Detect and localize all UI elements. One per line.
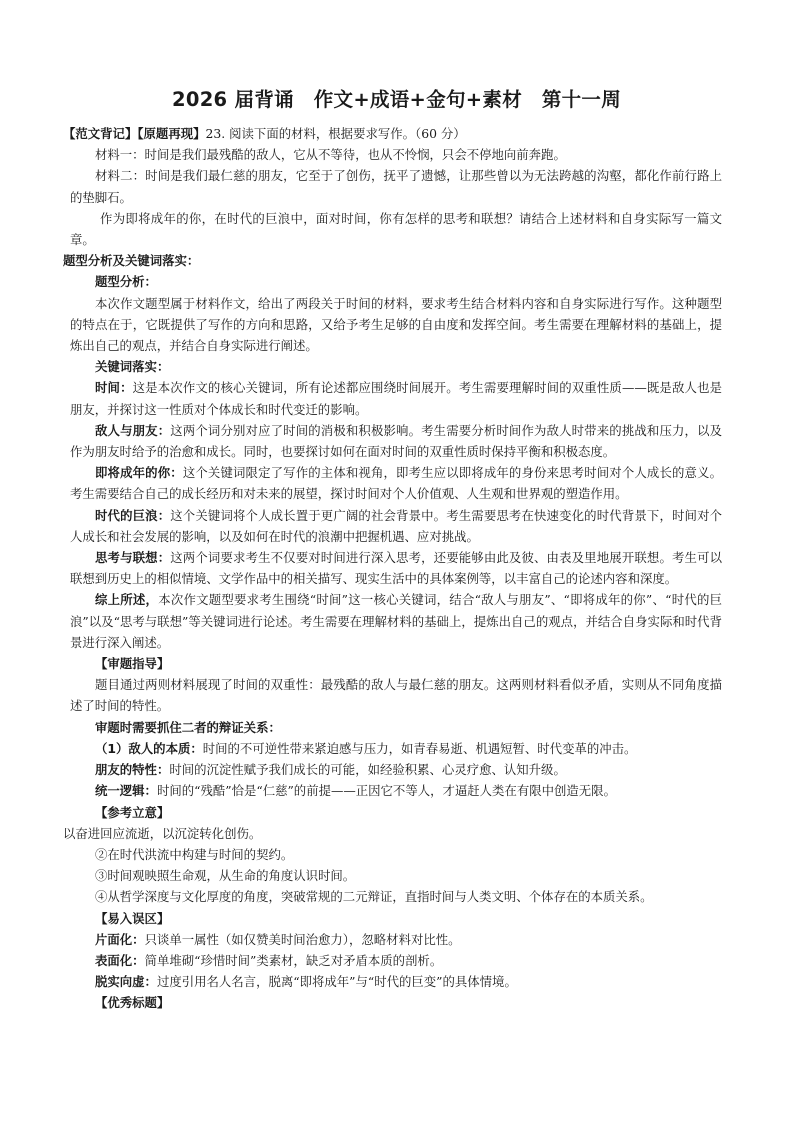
keyword-term: 敌人与朋友：: [95, 422, 171, 438]
guide-heading: 【审题指导】: [95, 656, 170, 672]
material-one: 材料一：时间是我们最残酷的敌人，它从不等待，也从不怜悯，只会不停地向前奔跑。: [95, 147, 566, 163]
summary-text: 本次作文题型要求考生围绕“时间”这一核心关键词，结合“敌人与朋友”、“即将成年的你”、“时代的巨浪”以及“思考与联想”等关键词进行论述。考生需要在理解材料的基础上，提炼出自己的观点，并结合自身实际和时代背景进行深入阐述。: [70, 592, 723, 650]
dialectic-text: 时间的不可逆性带来紧迫感与压力，如青春易逝、机遇短暂、时代变革的冲击。: [202, 740, 637, 756]
dialectic-text: 时间的沉淀性赋予我们成长的可能，如经验积累、心灵疗愈、认知升级。: [169, 762, 566, 778]
keyword-thinking: [70, 547, 722, 589]
mistake-term: 表面化：: [95, 952, 145, 968]
keyword-text: 这两个词分别对应了时间的消极和积极影响。考生需要分析时间作为敌人时带来的挑战和压力，以及作为朋友时给予的治愈和成长。同时，也要探讨如何在面对时间的双重性质时保持平衡和积极态度。: [70, 422, 723, 460]
mistake-text: 过度引用名人名言，脱离“即将成年”与“时代的巨变”的具体情境。: [156, 974, 517, 990]
keyword-term: 时间：: [95, 380, 133, 396]
tag-model-essay: 【范文背记】: [63, 126, 138, 141]
type-text: 本次作文题型属于材料作文，给出了两段关于时间的材料，要求考生结合材料内容和自身实际进行写作。这种题型的特点在于，它既提供了写作的方向和思路，又给予考生足够的自由度和发挥空间。考生需要在理解材料的基础上，提炼出自己的观点，并结合自身实际进行阐述。: [70, 295, 722, 354]
dialectic-item: [70, 759, 722, 780]
keyword-era: [70, 505, 722, 547]
keyword-text: 这两个词要求考生不仅要对时间进行深入思考，还要能够由此及彼、由表及里地展开联想。考生可以联想到历史上的相似情境、文学作品中的相关描写、现实生活中的具体案例等，以丰富自己的论述内容和深度。: [70, 550, 723, 587]
dialectic-text: 时间的“残酷”恰是“仁慈”的前提——正因它不等人，才逼赶人类在有限中创造无限。: [156, 783, 616, 799]
mistake-term: 片面化：: [95, 931, 145, 947]
dialectic-term: 统一逻辑：: [95, 783, 157, 799]
dialectic-item: [70, 780, 722, 801]
reference-item: 以奋进回应流逝，以沉淀转化创伤。: [63, 825, 262, 841]
dialectic-term: 朋友的特性：: [95, 762, 170, 778]
keyword-term: 思考与联想：: [95, 550, 171, 566]
mistake-item: [70, 929, 722, 950]
keyword-adult: [70, 462, 722, 504]
keywords-heading: 关键词落实：: [95, 359, 170, 375]
tag-original-question: 【原题再现】: [137, 126, 206, 141]
dialectic-item: [70, 738, 722, 759]
mistake-term: 脱实向虚：: [95, 974, 157, 990]
question-line: [63, 123, 722, 144]
document-body: [63, 123, 723, 1014]
reference-heading: 【参考立意】: [95, 804, 170, 820]
page-title: 2026 届背诵 作文+成语+金句+素材 第十一周: [171, 88, 622, 111]
summary-term: 综上所述，: [95, 592, 159, 608]
excellent-titles-heading: 【优秀标题】: [95, 995, 170, 1011]
summary-paragraph: [70, 589, 722, 653]
keyword-text: 这是本次作文的核心关键词，所有论述都应围绕时间展开。考生需要理解时间的双重性质——既是敌人也是朋友，并探讨这一性质对个体成长和时代变迁的影响。: [70, 380, 723, 417]
keyword-text: 这个关键词将个人成长置于更广阔的社会背景中。考生需要思考在快速变化的时代背景下，时间对个人成长和社会发展的影响，以及如何在时代的浪潮中把握机遇、应对挑战。: [70, 507, 723, 544]
keyword-time: [70, 377, 722, 419]
writing-prompt: 作为即将成年的你，在时代的巨浪中，面对时间，你有怎样的思考和联想？请结合上述材料和自身实际写一篇文章。: [70, 210, 722, 248]
mistake-item: [70, 950, 722, 971]
guide-text: 题目通过两则材料展现了时间的双重性：最残酷的敌人与最仁慈的朋友。这两则材料看似矛盾，实则从不同角度描述了时间的特性。: [70, 677, 722, 714]
keyword-term: 即将成年的你：: [95, 465, 183, 481]
reference-item: ②在时代洪流中构建与时间的契约。: [95, 846, 294, 862]
keyword-term: 时代的巨浪：: [95, 507, 171, 523]
keyword-text: 这个关键词限定了写作的主体和视角，即考生应以即将成年的身份来思考时间对个人成长的意义。考生需要结合自己的成长经历和对未来的展望，探讨时间对个人价值观、人生观和世界观的塑造作用。: [70, 465, 723, 502]
mistake-heading: 【易入误区】: [95, 910, 170, 926]
type-heading: 题型分析：: [95, 274, 157, 290]
reference-item: ④从哲学深度与文化厚度的角度，突破常规的二元辩证，直指时间与人类文明、个体存在的本质关系。: [95, 889, 653, 905]
question-text: 23. 阅读下面的材料，根据要求写作。（60 分）: [205, 126, 466, 141]
dialectic-term: （1）敌人的本质：: [95, 740, 203, 756]
reference-item: ③时间观映照生命观，从生命的角度认识时间。: [95, 868, 356, 884]
material-two: 材料二：时间是我们最仁慈的朋友，它至于了创伤，抚平了遗憾，让那些曾以为无法跨越的沟壑，都化作前行路上的垫脚石。: [70, 168, 722, 205]
keyword-enemy-friend: [70, 420, 722, 462]
mistake-item: [70, 971, 722, 992]
mistake-text: 简单堆砌“珍惜时间”类素材，缺乏对矛盾本质的剖析。: [144, 952, 443, 968]
mistake-text: 只谈单一属性（如仅赞美时间治愈力），忽略材料对比性。: [144, 931, 461, 947]
dialectic-heading: 审题时需要抓住二者的辩证关系：: [95, 719, 281, 735]
analysis-heading: 题型分析及关键词落实：: [63, 253, 200, 269]
